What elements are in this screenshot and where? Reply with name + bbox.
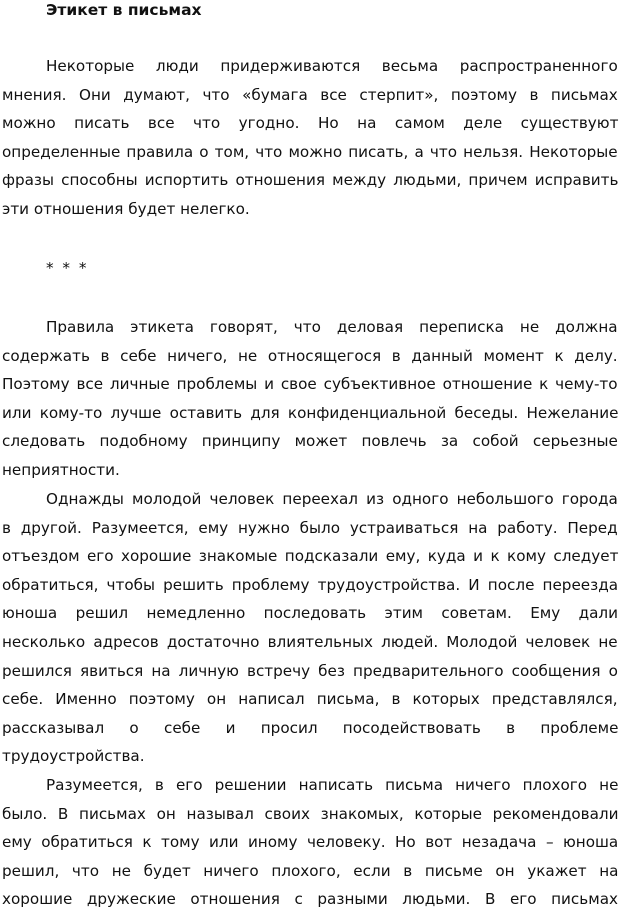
text-line: в другой. Разумеется, ему нужно было устраиваться на работу. Перед xyxy=(2,518,618,537)
text-line: Однажды молодой человек переехал из одного небольшого города xyxy=(46,490,618,508)
text-line: хорошие дружеские отношения с разными людьми. В его письмах xyxy=(2,890,618,909)
text-line: эти отношения будет нелегко. xyxy=(2,199,250,218)
text-line: или кому-то лучше оставить для конфиденциальной беседы. Нежелание xyxy=(2,403,619,422)
text-line: неприятности. xyxy=(2,460,120,479)
text-line: обратиться, чтобы решить проблему трудоустройства. И после переезда xyxy=(2,575,619,594)
text-line: было. В письмах он называл своих знакомых, которые рекомендовали xyxy=(2,804,619,823)
section-separator: * * * xyxy=(46,259,89,277)
text-line: отъездом его хорошие знакомые подсказали ему, куда и к кому следует xyxy=(2,547,619,566)
text-line: Разумеется, в его решении написать письма ничего плохого не xyxy=(46,776,619,794)
document-title: Этикет в письмах xyxy=(46,1,202,19)
text-line: определенные правила о том, что можно писать, а что нельзя. Некоторые xyxy=(2,142,618,161)
text-line: рассказывал о себе и просил посодействовать в проблеме xyxy=(2,718,619,737)
paragraph-3 xyxy=(2,485,618,771)
text-line: содержать в себе ничего, не относящегося в данный момент к делу. xyxy=(2,346,618,365)
text-line: решил, что не будет ничего плохого, если в письме он укажет на xyxy=(2,861,619,880)
text-line: мнения. Они думают, что «бумага все стерпит», поэтому в письмах xyxy=(2,85,618,104)
text-line: можно писать все что угодно. Но на самом деле существуют xyxy=(2,114,619,133)
paragraph-4 xyxy=(2,771,618,914)
text-line: следовать подобному принципу может повлечь за собой серьезные xyxy=(2,432,618,451)
text-line: Некоторые люди придерживаются весьма распространенного xyxy=(46,57,618,75)
text-line: несколько адресов достаточно влиятельных людей. Молодой человек не xyxy=(2,632,618,651)
text-line: решился явиться на личную встречу без предварительного сообщения о xyxy=(2,661,618,680)
text-line: трудоустройства. xyxy=(2,747,145,766)
text-line: Правила этикета говорят, что деловая переписка не должна xyxy=(46,318,618,336)
text-line: Поэтому все личные проблемы и свое субъективное отношение к чему-то xyxy=(2,375,618,394)
paragraph-1 xyxy=(2,52,618,224)
text-line: себе. Именно поэтому он написал письма, в которых представлялся, xyxy=(2,690,618,709)
paragraph-2 xyxy=(2,313,618,485)
text-line: юноша решил немедленно последовать этим советам. Ему дали xyxy=(2,604,619,623)
text-line: фразы способны испортить отношения между людьми, причем исправить xyxy=(2,171,619,190)
text-line: ему обратиться к тому или иному человеку. Но вот незадача – юноша xyxy=(2,833,619,852)
